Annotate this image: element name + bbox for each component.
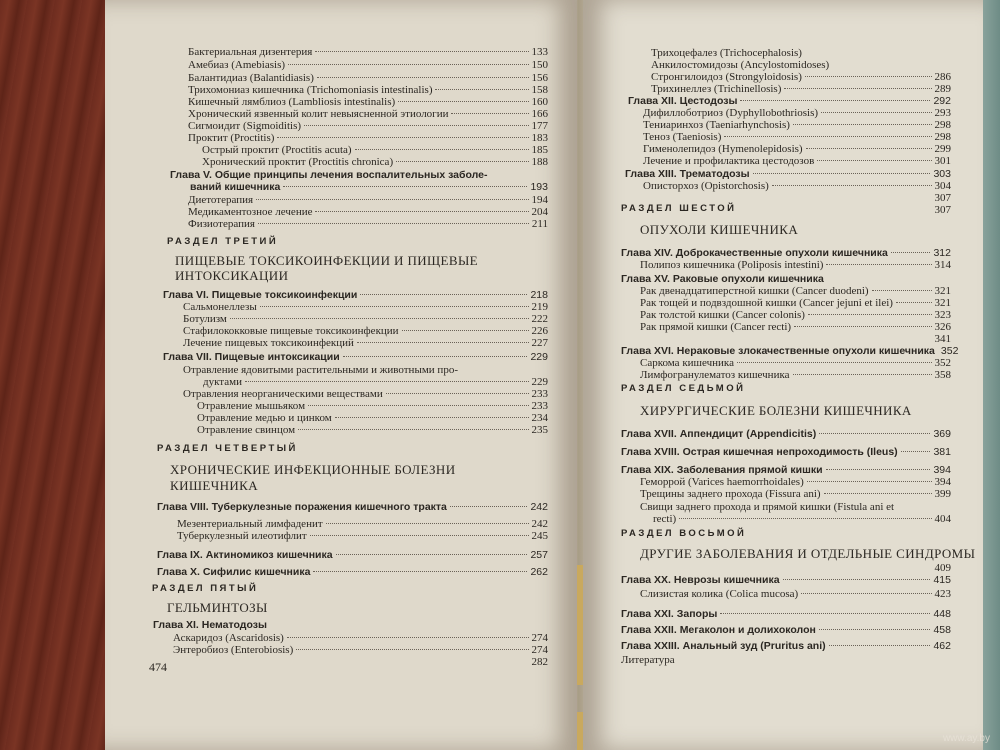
toc-entry: Тениаринхоз (Taeniarhynchosis) 298 [643,119,951,131]
toc-chapter: Глава XVI. Нераковые злокачественные опухоли кишечника 352 [621,345,959,357]
toc-chapter: Глава IX. Актиномикоз кишечника 257 [157,549,548,561]
toc-entry: Диетотерапия 194 [188,194,548,206]
toc-entry: Аскаридоз (Ascaridosis) 274 [173,632,548,644]
toc-entry: Гименолепидоз (Hymenolepidosis) 299 [643,143,951,155]
section-label: РАЗДЕЛ ВОСЬМОЙ [621,528,747,539]
toc-entry: Хронический проктит (Proctitis chronica) 188 [202,156,548,168]
toc-chapter: Глава V. Общие принципы лечения воспалительных заболе- [170,169,488,181]
toc-chapter: Глава XV. Раковые опухоли кишечника [621,273,824,285]
toc-chapter: Глава VIII. Туберкулезные поражения кишечного тракта 242 [157,501,548,513]
toc-entry: Теноз (Taeniosis) 298 [643,131,951,143]
section-label: РАЗДЕЛ ЧЕТВЕРТЫЙ [157,443,298,454]
toc-entry: Хронический язвенный колит невыясненной этиологии 166 [188,108,548,120]
toc-chapter: Глава XI. Нематодозы [153,619,267,631]
toc-chapter: Глава X. Сифилис кишечника 262 [157,566,548,578]
toc-chapter: Глава VI. Пищевые токсикоинфекции 218 [163,289,548,301]
toc-entry: Сальмонеллезы 219 [183,301,548,313]
toc-chapter: Глава XIII. Трематодозы 303 [625,168,951,180]
toc-chapter: Глава XII. Цестодозы 292 [628,95,951,107]
toc-entry: 409 [934,562,951,574]
toc-entry: Сигмоидит (Sigmoiditis) 177 [188,120,548,132]
toc-entry: Кишечный лямблиоз (Lambliosis intestinalis) 160 [188,96,548,108]
toc-chapter: Глава XX. Неврозы кишечника 415 [621,574,951,586]
toc-entry: Трихомониаз кишечника (Trichomoniasis intestinalis) 158 [188,84,548,96]
toc-entry: Отравление медью и цинком 234 [197,412,548,424]
toc-entry: 341 [934,333,951,345]
toc-entry: Полипоз кишечника (Poliposis intestini) 314 [640,259,951,271]
toc-entry: Мезентериальный лимфаденит 242 [177,518,548,530]
section-title: ХИРУРГИЧЕСКИЕ БОЛЕЗНИ КИШЕЧНИКА [640,403,912,418]
toc-entry: Описторхоз (Opistorchosis) 304 [643,180,951,192]
toc-entry: Трихинеллез (Trichinellosis) 289 [651,83,951,95]
toc-entry: Рак прямой кишки (Cancer recti) 326 [640,321,951,333]
toc-entry: Слизистая колика (Colica mucosa) 423 [640,588,951,600]
toc-chapter: ваний кишечника 193 [190,181,548,193]
toc-entry: Стронгилоидоз (Strongyloidosis) 286 [651,71,951,83]
page-number: 474 [149,660,167,674]
toc-entry: Ботулизм 222 [183,313,548,325]
toc-entry: Трихоцефалез (Trichocephalosis) [651,47,802,59]
toc-entry: Физиотерапия 211 [188,218,548,230]
section-title: ХРОНИЧЕСКИЕ ИНФЕКЦИОННЫЕ БОЛЕЗНИ [170,462,456,477]
section-label: РАЗДЕЛ ШЕСТОЙ [621,203,737,214]
section-label: РАЗДЕЛ ТРЕТИЙ [167,236,279,247]
toc-entry: Свищи заднего прохода и прямой кишки (Fistula ani et [640,501,895,513]
section-label: РАЗДЕЛ СЕДЬМОЙ [621,383,746,394]
toc-entry: Рак двенадцатиперстной кишки (Cancer duodeni) 321 [640,285,951,297]
toc-entry: Дифиллоботриоз (Dyphyllobothriosis) 293 [643,107,951,119]
section-title: КИШЕЧНИКА [170,478,258,493]
toc-chapter: Глава XIX. Заболевания прямой кишки 394 [621,464,951,476]
toc-chapter: Глава VII. Пищевые интоксикации 229 [163,351,548,363]
toc-entry: Трещины заднего прохода (Fissura ani) 399 [640,488,951,500]
toc-chapter: Глава XVII. Аппендицит (Appendicitis) 369 [621,428,951,440]
toc-entry: Рак толстой кишки (Cancer colonis) 323 [640,309,951,321]
toc-entry: дуктами 229 [203,376,548,388]
toc-entry: Туберкулезный илеотифлит 245 [177,530,548,542]
right-page [583,0,983,750]
toc-entry: Саркома кишечника 352 [640,357,951,369]
toc-entry: 282 [531,656,548,668]
toc-entry: Бактериальная дизентерия 133 [188,46,548,58]
toc-entry: Отравление ядовитыми растительными и животными про- [183,364,458,376]
toc-entry: Отравления неорганическими веществами 233 [183,388,548,400]
left-page [105,0,577,750]
section-title: ИНТОКСИКАЦИИ [175,268,289,283]
section-title: ОПУХОЛИ КИШЕЧНИКА [640,222,799,237]
section-title: ДРУГИЕ ЗАБОЛЕВАНИЯ И ОТДЕЛЬНЫЕ СИНДРОМЫ [640,546,976,561]
toc-chapter: Глава XXIII. Анальный зуд (Pruritus ani) 462 [621,640,951,652]
toc-chapter: Глава XXI. Запоры 448 [621,608,951,620]
toc-entry: Стафилококковые пищевые токсикоинфекции 226 [183,325,548,337]
section-title: ПИЩЕВЫЕ ТОКСИКОИНФЕКЦИИ И ПИЩЕВЫЕ [175,253,479,268]
toc-entry: Отравление мышьяком 233 [197,400,548,412]
toc-entry: Литература [621,654,675,666]
toc-entry: 307 [934,192,951,204]
toc-entry: Лечение и профилактика цестодозов 301 [643,155,951,167]
toc-entry: Амебиаз (Amebiasis) 150 [188,59,548,71]
section-label: РАЗДЕЛ ПЯТЫЙ [152,583,259,594]
toc-entry: Анкилостомидозы (Ancylostomidoses) [651,59,830,71]
toc-entry: Лечение пищевых токсикоинфекций 227 [183,337,548,349]
section-title: ГЕЛЬМИНТОЗЫ [167,600,268,615]
toc-entry: Проктит (Proctitis) 183 [188,132,548,144]
toc-entry: Энтеробиоз (Enterobiosis) 274 [173,644,548,656]
cover-edge [982,0,1000,750]
toc-chapter: Глава XXII. Мегаколон и долихоколон 458 [621,624,951,636]
open-book [95,0,1000,750]
toc-entry: Лимфогранулематоз кишечника 358 [640,369,951,381]
toc-entry: Геморрой (Varices haemorrhoidales) 394 [640,476,951,488]
toc-entry: Рак тощей и подвздошной кишки (Cancer jejuni et ilei) 321 [640,297,951,309]
toc-entry: recti) 404 [653,513,951,525]
toc-entry: Медикаментозное лечение 204 [188,206,548,218]
toc-entry: Балантидиаз (Balantidiasis) 156 [188,72,548,84]
toc-entry: Отравление свинцом 235 [197,424,548,436]
watermark: www.ay.by [942,733,990,744]
toc-chapter: Глава XIV. Доброкачественные опухоли кишечника 312 [621,247,951,259]
toc-entry: Острый проктит (Proctitis acuta) 185 [202,144,548,156]
toc-entry: 307 [934,204,951,216]
toc-chapter: Глава XVIII. Острая кишечная непроходимость (Ileus) 381 [621,446,951,458]
